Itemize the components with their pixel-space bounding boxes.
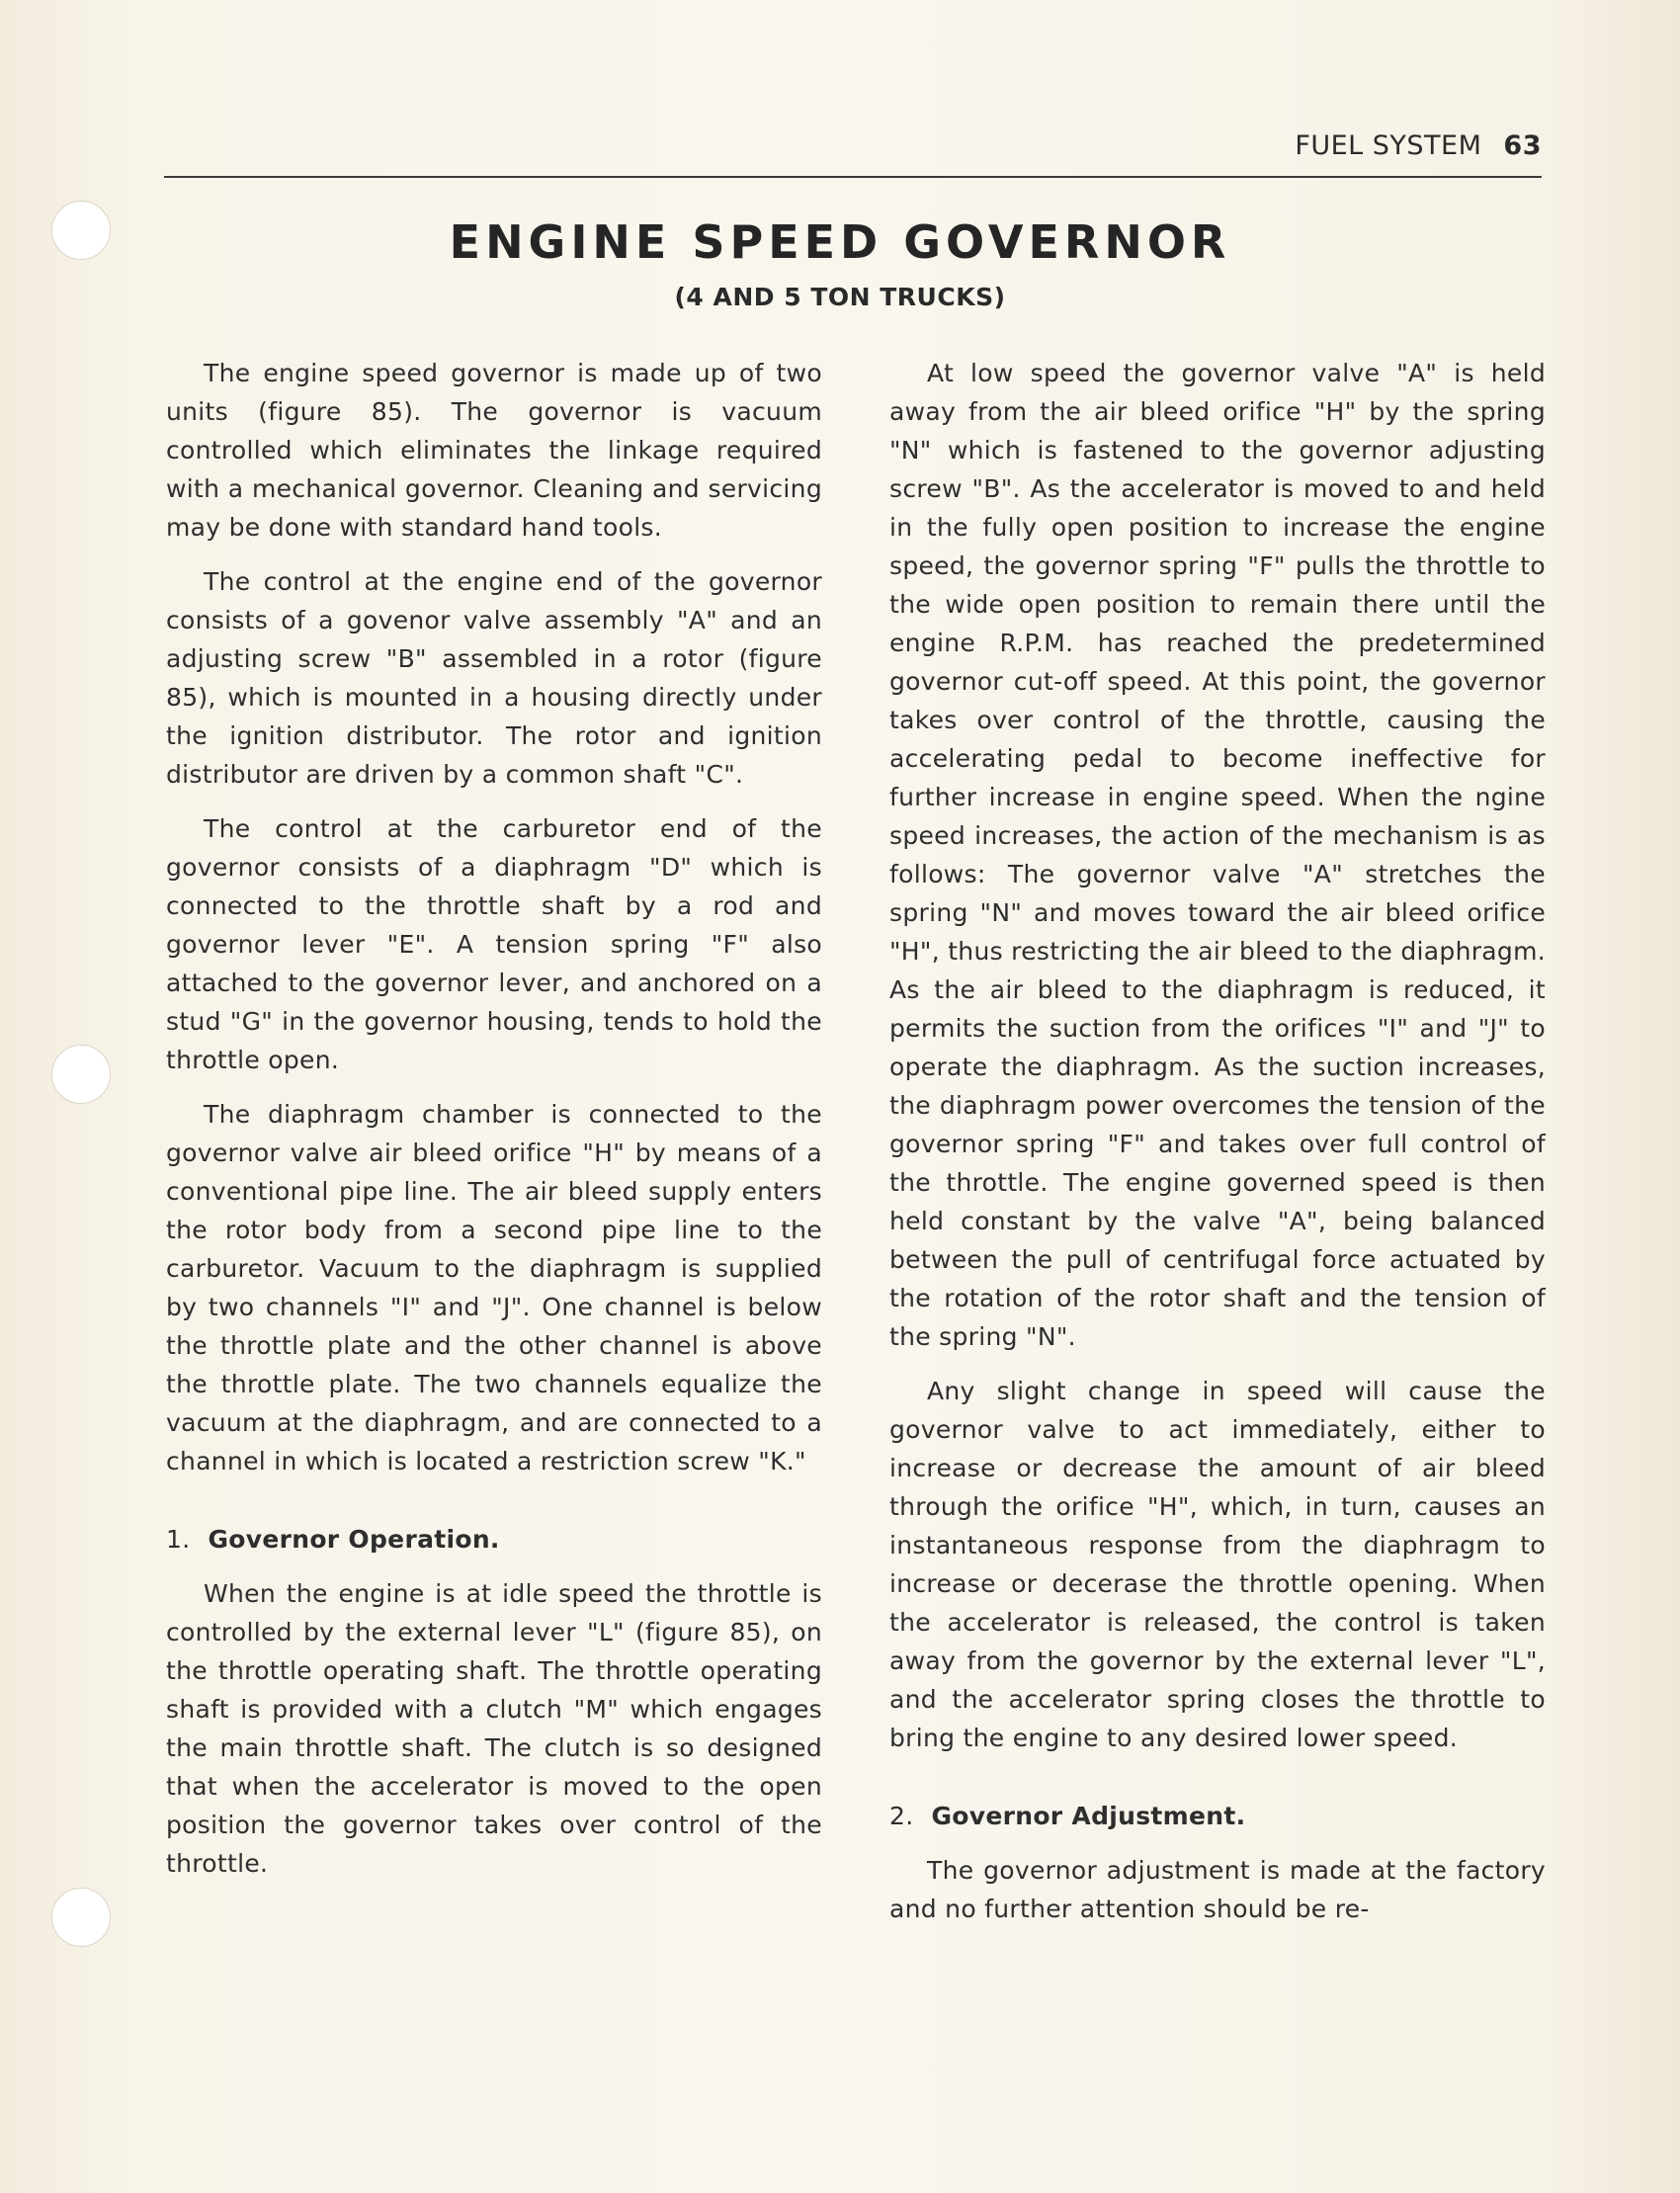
section-heading-text: Governor Operation. [208, 1525, 500, 1554]
punch-hole-bottom [51, 1888, 111, 1947]
section-heading-governor-adjustment [889, 1797, 1546, 1835]
section-number: 1. [166, 1525, 191, 1554]
punch-hole-middle [51, 1045, 111, 1104]
page-title: ENGINE SPEED GOVERNOR [449, 215, 1231, 269]
section-heading-text: Governor Adjustment. [931, 1802, 1246, 1830]
section-name: FUEL SYSTEM [1295, 130, 1482, 161]
right-column [889, 354, 1546, 1944]
page-number: 63 [1503, 130, 1542, 161]
paragraph: The control at the carburetor end of the governor consists of a diaphragm "D" which is connected to the throttle shaft by a rod and governor lever "E". A tension spring "F" also attached to the governor lever, and anchored on a stud "G" in the governor housing, tends to hold the throttle open. [166, 814, 822, 1074]
paragraph: The diaphragm chamber is connected to the governor valve air bleed orifice "H" by means of a conventional pipe line. The air bleed supply enters the rotor body from a second pipe line to the carburetor. Vacuum to the diaphragm is supplied by two channels "I" and "J". One channel is below the throttle plate and the other channel is above the throttle plate. The two channels equalize the vacuum at the diaphragm, and are connected to a channel in which is located a restriction screw "K." [166, 1100, 822, 1476]
page-subtitle: (4 AND 5 TON TRUCKS) [674, 283, 1006, 311]
left-column [166, 354, 822, 1898]
paragraph: When the engine is at idle speed the throttle is controlled by the external lever "L" (figure 85), on the throttle operating shaft. The throttle operating shaft is provided with a clutch "M" which engages the main throttle shaft. The clutch is so designed that when the accelerator is moved to the open position the governor takes over control of the throttle. [166, 1579, 822, 1878]
running-header [1295, 130, 1542, 161]
paragraph: Any slight change in speed will cause the governor valve to act immediately, either to increase or decrease the amount of air bleed through the orifice "H", which, in turn, causes an instantaneous response from the diaphragm to increase or decerase the throttle opening. When the accelerator is released, the control is taken away from the governor by the external lever "L", and the accelerator spring closes the throttle to bring the engine to any desired lower speed. [889, 1377, 1546, 1752]
paragraph: At low speed the governor valve "A" is held away from the air bleed orifice "H" by the spring "N" which is fastened to the governor adjusting screw "B". As the accelerator is moved to and held in the fully open position to increase the engine speed, the governor spring "F" pulls the throttle to the wide open position to remain there until the engine R.P.M. has reached the predetermined governor cut-off speed. At this point, the governor takes over control of the throttle, causing the accelerating pedal to become ineffective for further increase in engine speed. When the ngine speed increases, the action of the mechanism is as follows: The governor valve "A" stretches the spring "N" and moves toward the air bleed orifice "H", thus restricting the air bleed to the diaphragm. As the air bleed to the diaphragm is reduced, it permits the suction from the orifices "I" and "J" to operate the diaphragm. As the suction increases, the diaphragm power overcomes the tension of the governor spring "F" and takes over full control of the throttle. The engine governed speed is then held constant by the valve "A", being balanced between the pull of centrifugal force actuated by the rotation of the rotor shaft and the tension of the spring "N". [889, 359, 1546, 1351]
header-rule [164, 176, 1542, 178]
paragraph: The control at the engine end of the governor consists of a govenor valve assembly "A" and an adjusting screw "B" assembled in a rotor (figure 85), which is mounted in a housing directly under the ignition distributor. The rotor and ignition distributor are driven by a common shaft "C". [166, 567, 822, 789]
paragraph: The engine speed governor is made up of two units (figure 85). The governor is vacuum controlled which eliminates the linkage required with a mechanical governor. Cleaning and servicing may be done with standard hand tools. [166, 359, 822, 542]
paragraph: The governor adjustment is made at the factory and no further attention should be re- [889, 1856, 1546, 1923]
section-number: 2. [889, 1802, 914, 1830]
section-heading-governor-operation [166, 1520, 822, 1559]
